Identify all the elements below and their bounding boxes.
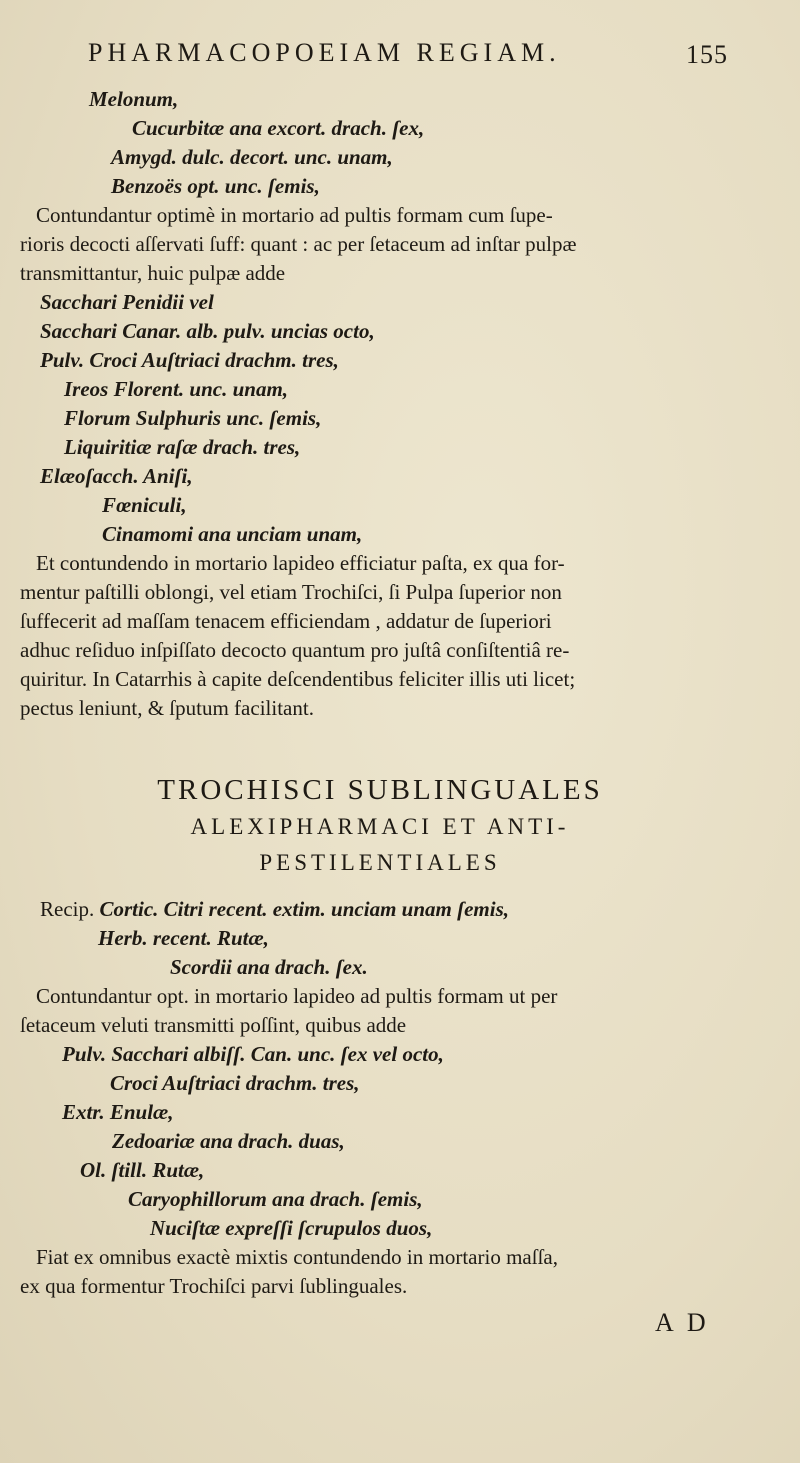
- ingredient-line: Liquiritiæ raſæ drach. tres,: [64, 435, 301, 459]
- paragraph-line: mentur paſtilli oblongi, vel etiam Trochiſci, ſi Pulpa ſuperior non: [20, 580, 562, 604]
- paragraph-line: rioris decocti aſſervati ſuff: quant : ac per ſetaceum ad inſtar pulpæ: [20, 232, 577, 256]
- paragraph-line: transmittantur, huic pulpæ adde: [20, 261, 286, 285]
- paragraph-line: quiritur. In Catarrhis à capite deſcendentibus feliciter illis uti licet;: [20, 667, 576, 691]
- ingredient-line: Scordii ana drach. ſex.: [170, 955, 368, 979]
- paragraph-line: pectus leniunt, & ſputum facilitant.: [20, 696, 314, 720]
- ingredient-line: Caryophillorum ana drach. ſemis,: [128, 1187, 423, 1211]
- recipe-line: [40, 895, 800, 924]
- ingredient-line: Ol. ſtill. Rutæ,: [80, 1158, 205, 1182]
- paragraph-line: ſetaceum veluti transmitti poſſint, quibus adde: [20, 1013, 407, 1037]
- recipe-label: Recip.: [40, 897, 95, 921]
- ingredient-line: Croci Auſtriaci drachm. tres,: [110, 1071, 360, 1095]
- paragraph-line: adhuc reſiduo inſpiſſato decocto quantum pro juſtâ conſiſtentiâ re-: [20, 638, 570, 662]
- paragraph-line: Et contundendo in mortario lapideo efficiatur paſta, ex qua for-: [36, 551, 565, 575]
- ingredient-line: Extr. Enulæ,: [62, 1100, 174, 1124]
- page-body: [20, 85, 780, 1301]
- ingredient-line: Pulv. Sacchari albiſſ. Can. unc. ſex vel octo,: [62, 1042, 444, 1066]
- section-subheading: PESTILENTIALES: [259, 850, 501, 875]
- ingredient-line: Florum Sulphuris unc. ſemis,: [64, 406, 322, 430]
- page-number: 155: [686, 40, 728, 69]
- ingredient-line: Zedoariæ ana drach. duas,: [112, 1129, 345, 1153]
- ingredient-line: Sacchari Canar. alb. pulv. uncias octo,: [40, 319, 375, 343]
- paragraph-line: ſuffecerit ad maſſam tenacem efficiendam , addatur de ſuperiori: [20, 609, 552, 633]
- ingredient-line: Sacchari Penidii vel: [40, 290, 214, 314]
- ingredient-line: Ireos Florent. unc. unam,: [64, 377, 289, 401]
- paragraph-line: Contundantur optimè in mortario ad pultis formam cum ſupe-: [36, 203, 553, 227]
- ingredient-line: Cucurbitæ ana excort. drach. ſex,: [132, 116, 425, 140]
- page-header: [88, 38, 728, 78]
- section-subheading: ALEXIPHARMACI ET ANTI-: [190, 814, 570, 839]
- paragraph-line: ex qua formentur Trochiſci parvi ſublinguales.: [20, 1274, 408, 1298]
- ingredient-text: Cortic. Citri recent. extim. unciam unam ſemis,: [99, 897, 510, 921]
- ingredient-line: Elæoſacch. Aniſi,: [40, 464, 193, 488]
- ingredient-line: Fœniculi,: [102, 493, 187, 517]
- ingredient-line: Herb. recent. Rutæ,: [98, 926, 269, 950]
- section-heading: TROCHISCI SUBLINGUALES: [157, 774, 603, 806]
- ingredient-line: Amygd. dulc. decort. unc. unam,: [111, 145, 393, 169]
- paragraph-line: Contundantur opt. in mortario lapideo ad pultis formam ut per: [36, 984, 558, 1008]
- catchword: A D: [655, 1308, 710, 1337]
- paragraph-line: Fiat ex omnibus exactè mixtis contundendo in mortario maſſa,: [36, 1245, 558, 1269]
- ingredient-line: Pulv. Croci Auſtriaci drachm. tres,: [40, 348, 339, 372]
- ingredient-line: Cinamomi ana unciam unam,: [102, 522, 363, 546]
- running-head: PHARMACOPOEIAM REGIAM.: [88, 38, 561, 67]
- ingredient-line: Melonum,: [89, 87, 179, 111]
- ingredient-line: Nuciſtæ expreſſi ſcrupulos duos,: [150, 1216, 433, 1240]
- ingredient-line: Benzoës opt. unc. ſemis,: [111, 174, 320, 198]
